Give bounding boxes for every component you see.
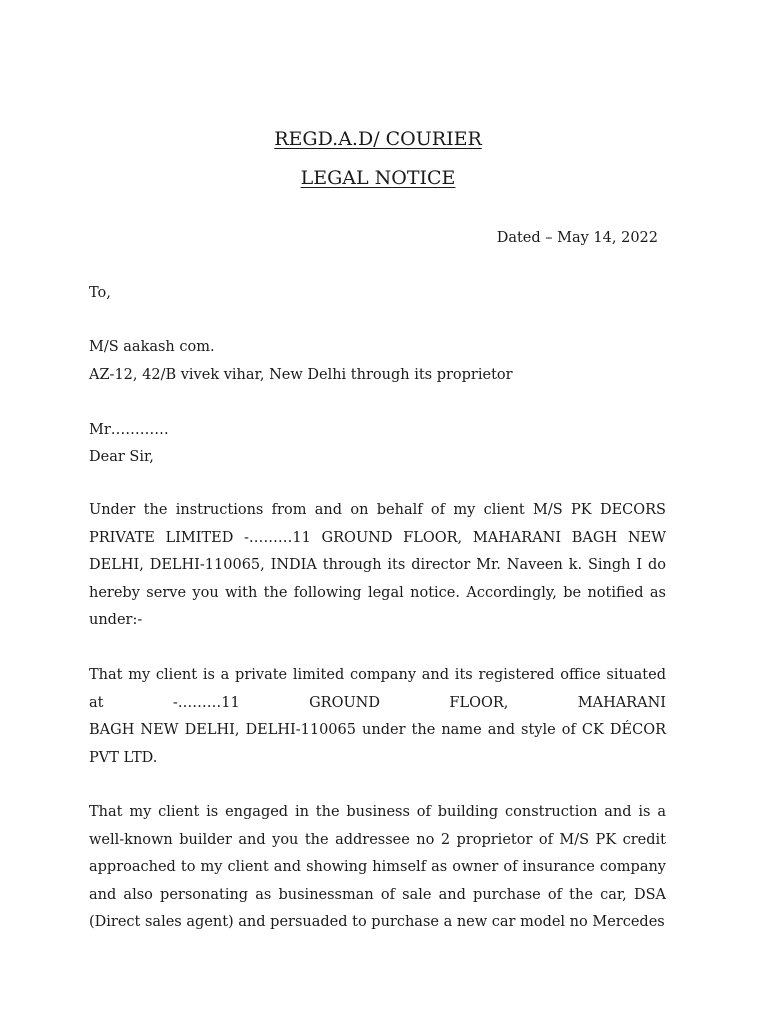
paragraph-line: at -………11 GROUND FLOOR, MAHARANI (89, 694, 666, 711)
recipient-name: M/S aakash com. (89, 339, 215, 355)
paragraph-line: PVT LTD. (89, 749, 158, 766)
paragraph-line: well-known builder and you the addressee no 2 proprietor of M/S PK credit (89, 831, 666, 848)
paragraph-line: DELHI, DELHI-110065, INDIA through its director Mr. Naveen k. Singh I do (89, 557, 666, 573)
date-line: Dated – May 14, 2022 (496, 230, 658, 246)
paragraph-line: hereby serve you with the following legal notice. Accordingly, be notified as (89, 584, 666, 601)
paragraph-line: under:- (89, 612, 143, 628)
paragraph-line: Under the instructions from and on behalf of my client M/S PK DECORS (89, 502, 666, 518)
paragraph-line: approached to my client and showing himself as owner of insurance company (89, 859, 666, 875)
salutation: Dear Sir, (89, 449, 154, 465)
recipient-mr: Mr………… (89, 422, 169, 438)
recipient-address: AZ-12, 42/B vivek vihar, New Delhi through its proprietor (89, 367, 513, 383)
paragraph-line: That my client is engaged in the business of building construction and is a (89, 804, 666, 820)
paragraph-1 (89, 497, 666, 635)
paragraph-line: PRIVATE LIMITED -………11 GROUND FLOOR, MAHARANI BAGH NEW (89, 529, 666, 546)
paragraph-line: BAGH NEW DELHI, DELHI-110065 under the name and style of CK DÉCOR (89, 722, 666, 738)
paragraph-2 (89, 662, 666, 772)
paragraph-line: That my client is a private limited company and its registered office situated (89, 667, 666, 683)
heading-legal-notice: LEGAL NOTICE (300, 167, 456, 189)
paragraph-3 (89, 799, 666, 937)
heading-regd-courier: REGD.A.D/ COURIER (274, 128, 482, 150)
paragraph-line: and also personating as businessman of sale and purchase of the car, DSA (89, 886, 666, 903)
to-line: To, (89, 285, 111, 301)
paragraph-line: (Direct sales agent) and persuaded to purchase a new car model no Mercedes (89, 914, 665, 930)
